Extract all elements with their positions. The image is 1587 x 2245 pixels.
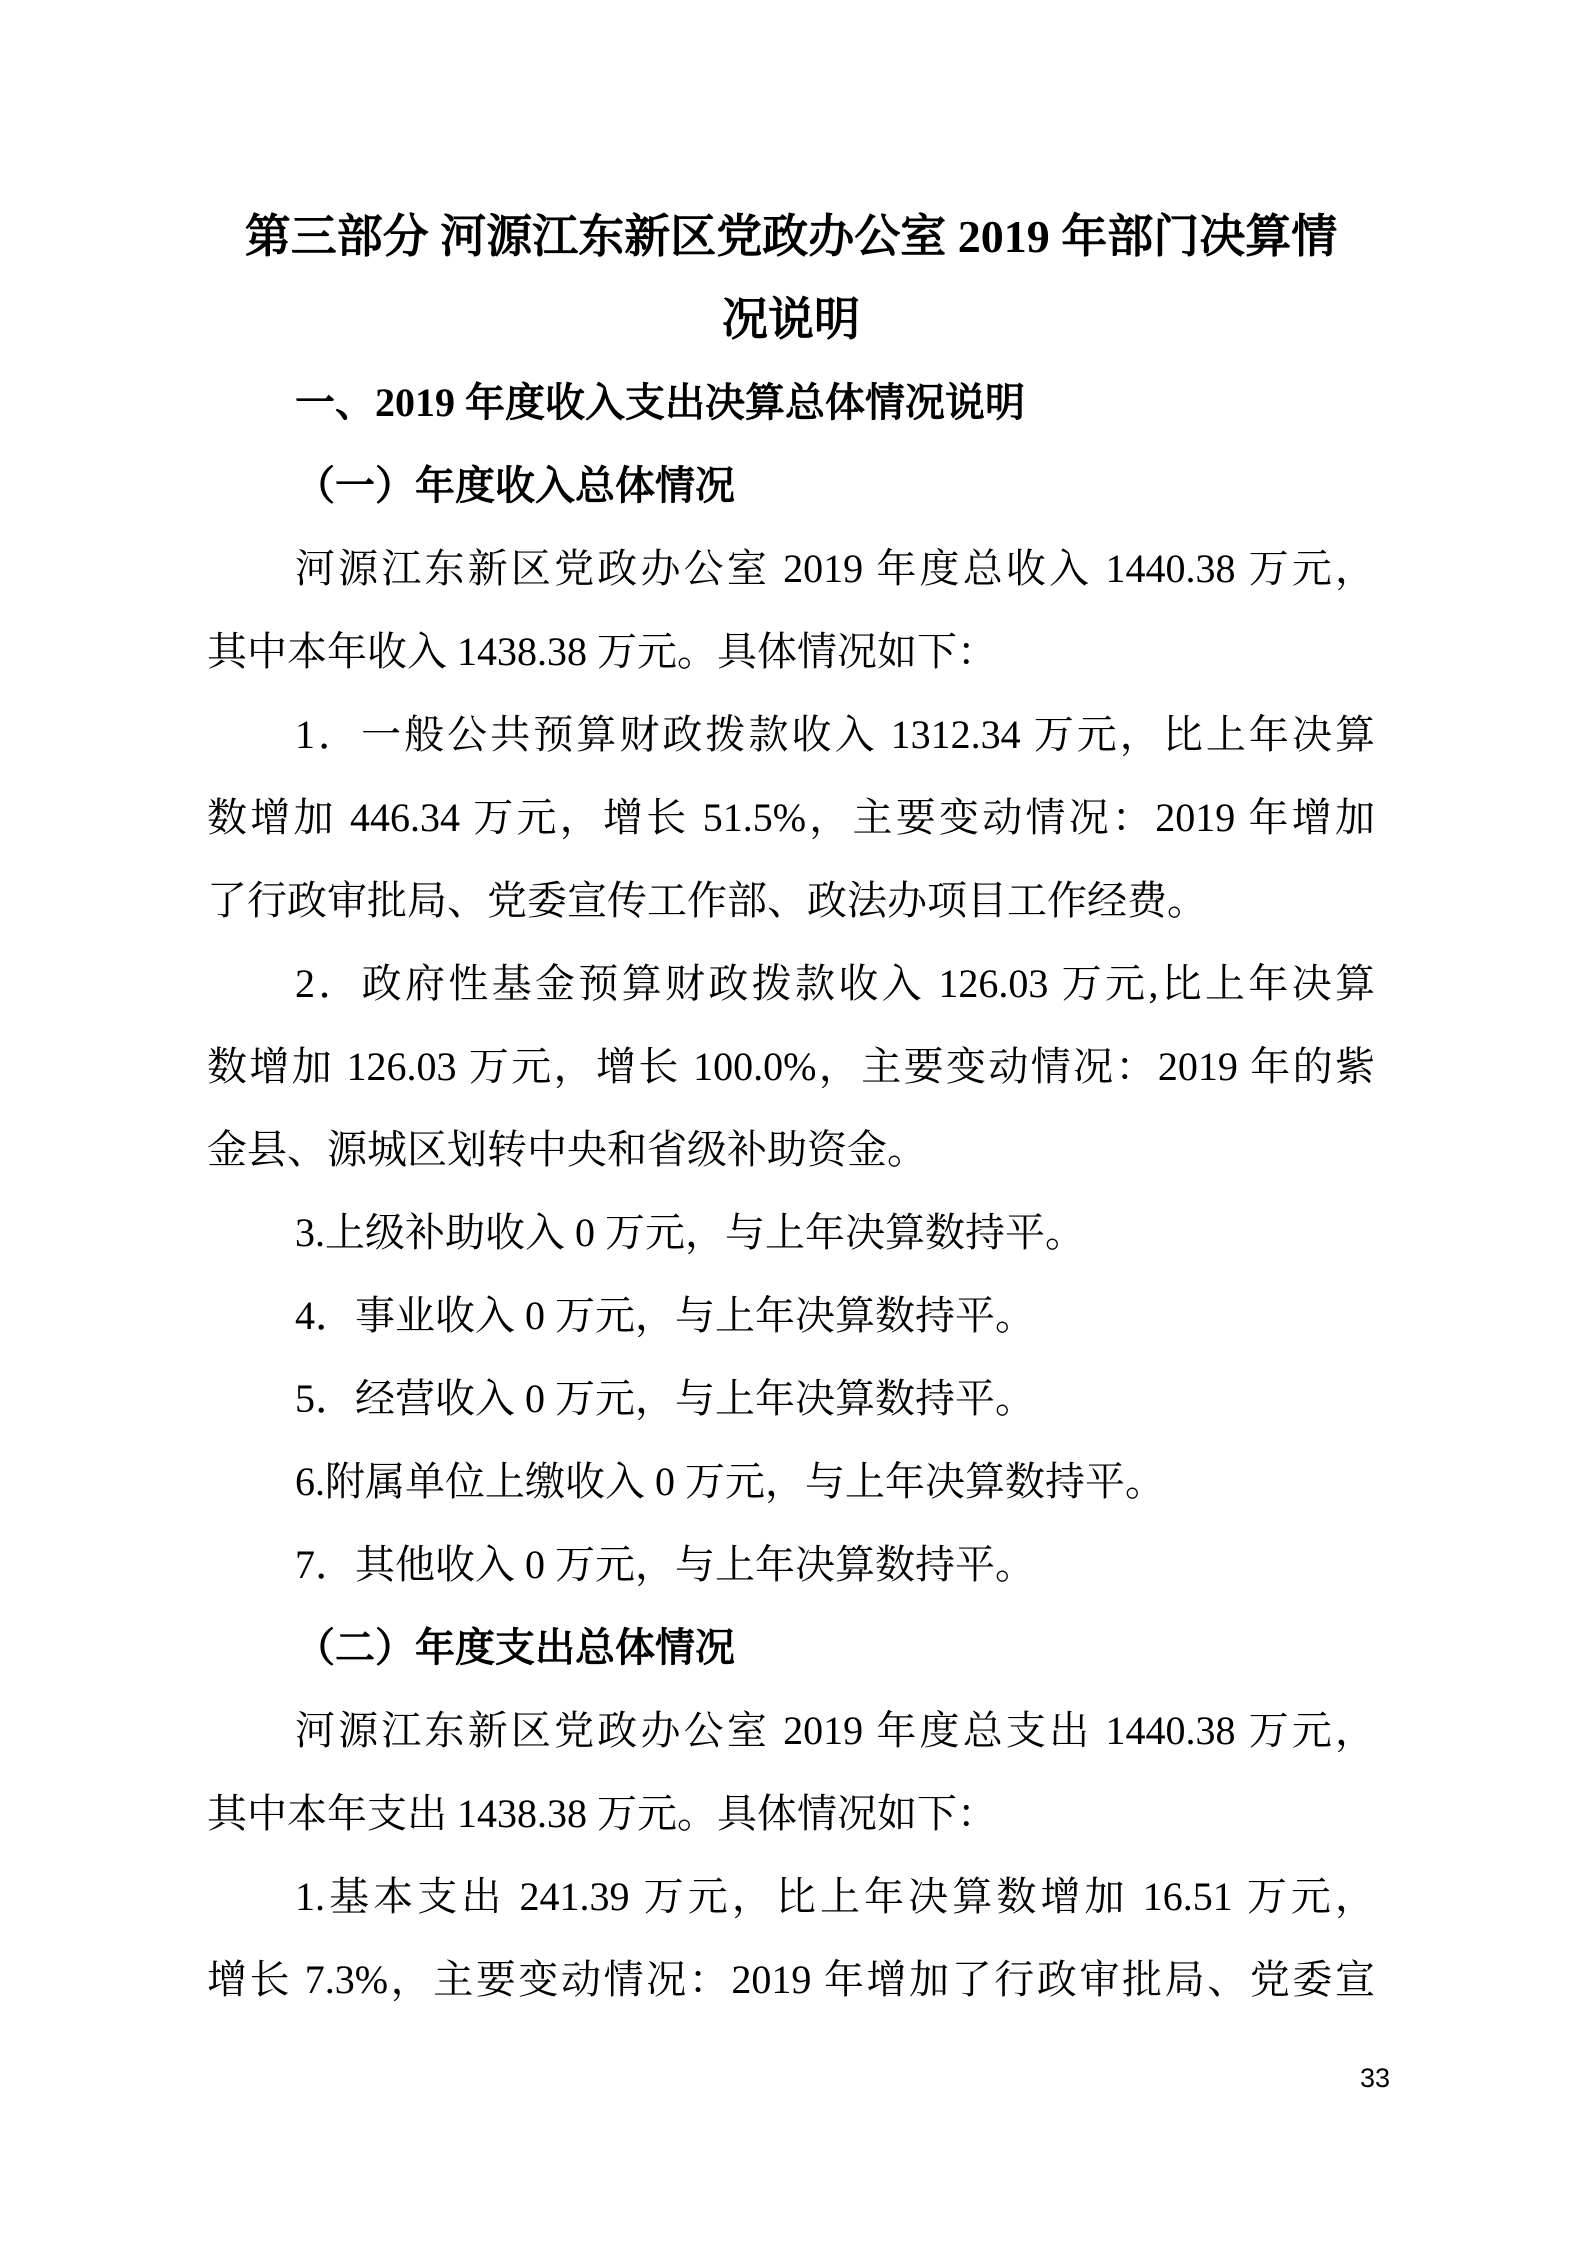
income-item-6: 6.附属单位上缴收入 0 万元，与上年决算数持平。 xyxy=(295,1459,1165,1504)
income-item-1-line-2: 数增加 446.34 万元，增长 51.5%，主要变动情况：2019 年增加 xyxy=(207,795,1375,840)
document-content xyxy=(207,195,1375,2021)
income-item-4: 4．事业收入 0 万元，与上年决算数持平。 xyxy=(295,1293,1035,1338)
expenditure-overview-line-1: 河源江东新区党政办公室 2019 年度总支出 1440.38 万元， xyxy=(295,1708,1375,1753)
income-item-1-line-1: 1．一般公共预算财政拨款收入 1312.34 万元，比上年决算 xyxy=(295,712,1375,757)
income-item-5: 5．经营收入 0 万元，与上年决算数持平。 xyxy=(295,1376,1035,1421)
income-overview-line-1: 河源江东新区党政办公室 2019 年度总收入 1440.38 万元， xyxy=(295,546,1375,591)
income-item-1-line-3: 了行政审批局、党委宣传工作部、政法办项目工作经费。 xyxy=(207,878,1207,923)
subsection-heading-annual-expenditure: （二）年度支出总体情况 xyxy=(295,1625,735,1670)
document-title-line-1: 第三部分 河源江东新区党政办公室 2019 年部门决算情 xyxy=(244,211,1338,262)
section-heading-overall-statement: 一、2019 年度收入支出决算总体情况说明 xyxy=(295,380,1025,425)
income-item-2-line-1: 2．政府性基金预算财政拨款收入 126.03 万元,比上年决算 xyxy=(295,961,1375,1006)
income-item-3: 3.上级补助收入 0 万元，与上年决算数持平。 xyxy=(295,1210,1085,1255)
income-item-7: 7．其他收入 0 万元，与上年决算数持平。 xyxy=(295,1542,1035,1587)
expenditure-item-1-line-2: 增长 7.3%，主要变动情况：2019 年增加了行政审批局、党委宣 xyxy=(207,1957,1375,2002)
document-title-line-2: 况说明 xyxy=(722,294,860,345)
expenditure-item-1-line-1: 1.基本支出 241.39 万元，比上年决算数增加 16.51 万元， xyxy=(295,1874,1375,1919)
income-item-2-line-2: 数增加 126.03 万元，增长 100.0%，主要变动情况：2019 年的紫 xyxy=(207,1044,1375,1089)
income-overview-line-2: 其中本年收入 1438.38 万元。具体情况如下： xyxy=(207,629,997,674)
expenditure-overview-line-2: 其中本年支出 1438.38 万元。具体情况如下： xyxy=(207,1791,997,1836)
subsection-heading-annual-income: （一）年度收入总体情况 xyxy=(295,463,735,508)
page-number: 33 xyxy=(1359,2063,1390,2093)
income-item-2-line-3: 金县、源城区划转中央和省级补助资金。 xyxy=(207,1127,927,1172)
